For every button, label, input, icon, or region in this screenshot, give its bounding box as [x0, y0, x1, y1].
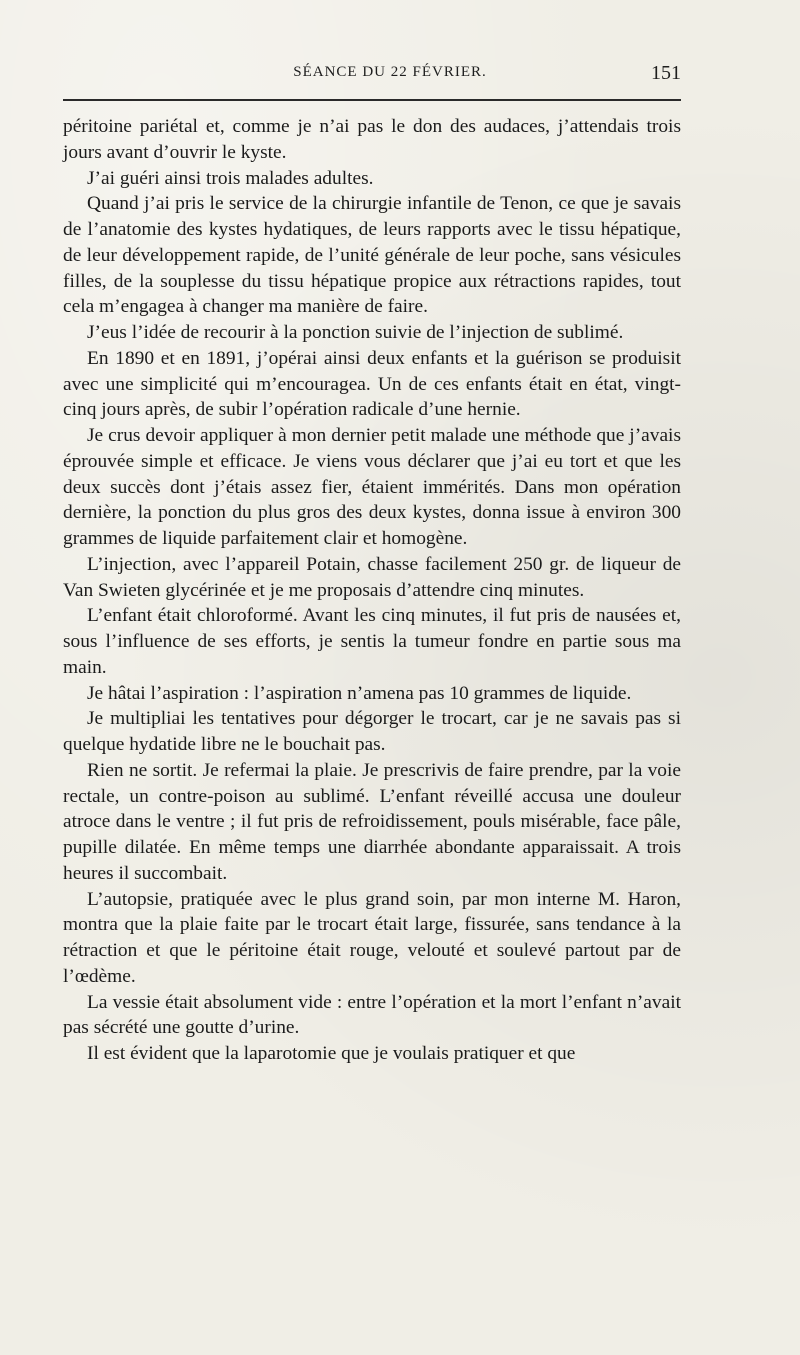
body-text — [63, 114, 681, 1067]
running-title: SÉANCE DU 22 FÉVRIER. — [293, 64, 487, 80]
paragraph: Il est évident que la laparotomie que je voulais pratiquer et que — [87, 1043, 576, 1064]
paragraph: J’eus l’idée de recourir à la ponction suivie de l’injection de sublimé. — [87, 322, 624, 343]
header-rule — [63, 99, 681, 101]
paragraph: La vessie était absolument vide : entre l’opération et la mort l’enfant n’avait pas sécrété une goutte d’urine. — [63, 991, 681, 1039]
paragraph: Rien ne sortit. Je refermai la plaie. Je prescrivis de faire prendre, par la voie rectale, un contre-poison au sublimé. L’enfant réveillé accusa une douleur atroce dans le ventre ; il fut pris de refroidissement, pouls misérable, face pâle, pupille dilatée. En même temps une diarrhée abondante apparaissait. A trois heures il succombait. — [63, 759, 681, 884]
paragraph: En 1890 et en 1891, j’opérai ainsi deux enfants et la guérison se produisit avec une simplicité qui m’encouragea. Un de ces enfants était en état, vingt-cinq jours après, de subir l’opération radicale d’une hernie. — [63, 347, 681, 421]
paragraph: Je multipliai les tentatives pour dégorger le trocart, car je ne savais pas si quelque hydatide libre ne le bouchait pas. — [63, 708, 681, 755]
paragraph: péritoine pariétal et, comme je n’ai pas le don des audaces, j’attendais trois jours avant d’ouvrir le kyste. — [63, 116, 681, 163]
paragraph: Je hâtai l’aspiration : l’aspiration n’amena pas 10 grammes de liquide. — [87, 682, 632, 704]
paragraph: Quand j’ai pris le service de la chirurgie infantile de Tenon, ce que je savais de l’anatomie des kystes hydatiques, de leurs rapports avec le tissu hépatique, de leur développement rapide, de l’unité générale de leur poche, sans vésicules filles, de la souplesse du tissu hépatique propice aux rétractions rapides, tout cela m’engagea à changer ma manière de faire. — [63, 193, 681, 318]
paragraph: J’ai guéri ainsi trois malades adultes. — [87, 167, 374, 189]
paragraph: L’enfant était chloroformé. Avant les cinq minutes, il fut pris de nausées et, sous l’influence de ses efforts, je sentis la tumeur fondre en partie sous ma main. — [63, 605, 681, 678]
page-header — [63, 62, 681, 92]
paragraph: Je crus devoir appliquer à mon dernier petit malade une méthode que j’avais éprouvée simple et efficace. Je viens vous déclarer que j’ai eu tort et que les deux succès dont j’étais assez fier, étaient immérités. Dans mon opération dernière, la ponction du plus gros des deux kystes, donna issue à environ 300 grammes de liquide parfaitement clair et homogène. — [63, 425, 681, 549]
paragraph: L’injection, avec l’appareil Potain, chasse facilement 250 gr. de liqueur de Van Swieten glycérinée et je me proposais d’attendre cinq minutes. — [63, 553, 681, 601]
page-number: 151 — [651, 62, 681, 84]
paragraph: L’autopsie, pratiquée avec le plus grand soin, par mon interne M. Haron, montra que la plaie faite par le trocart était large, fissurée, sans tendance à la rétraction et que le péritoine était rouge, velouté et soulevé partout par de l’œdème. — [63, 888, 681, 987]
